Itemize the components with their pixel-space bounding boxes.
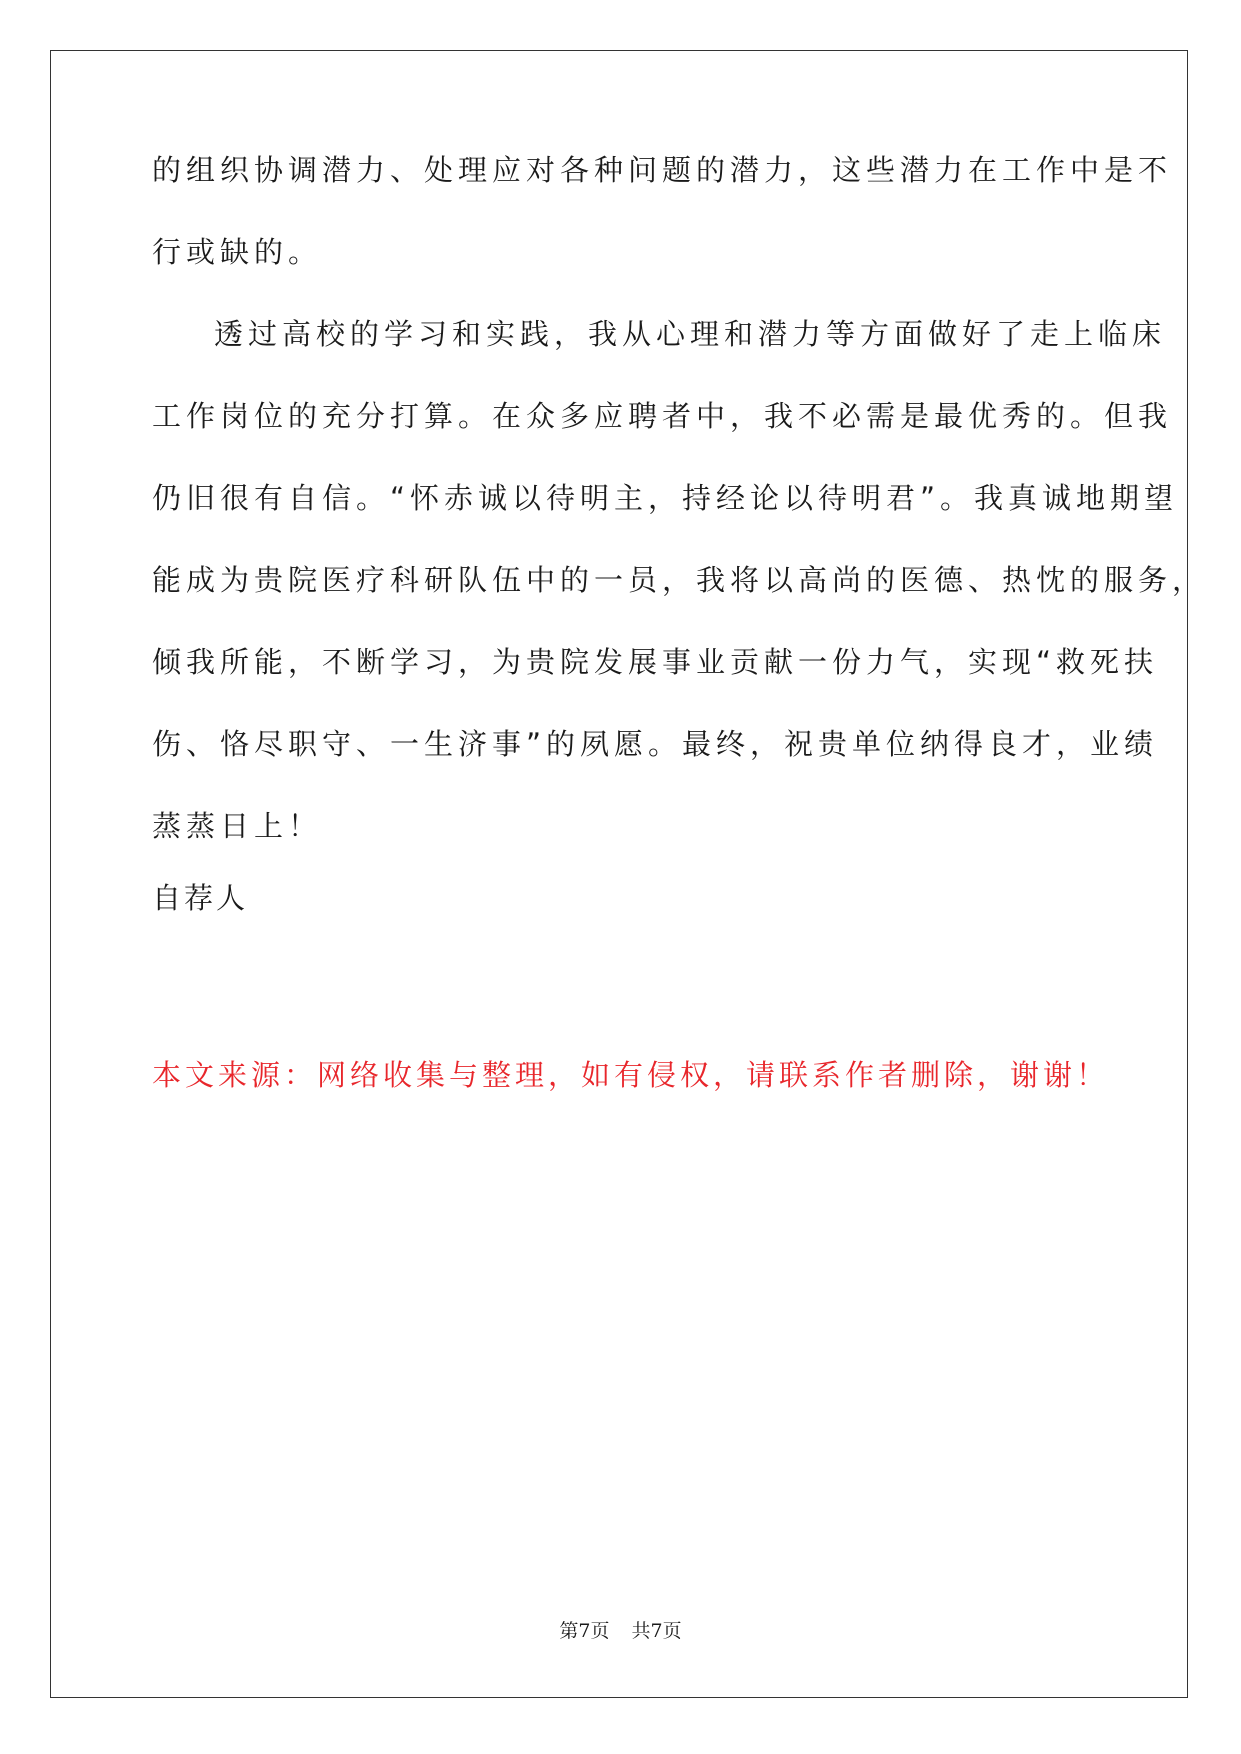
text-line: 倾我所能，不断学习，为贵院发展事业贡献一份力气，实现“救死扶 (152, 645, 1159, 679)
text-line: 蒸蒸日上！ (152, 809, 323, 843)
text-line: 的组织协调潜力、处理应对各种问题的潜力，这些潜力在工作中是不 (152, 153, 1173, 187)
text-line: 透过高校的学习和实践，我从心理和潜力等方面做好了走上临床 (214, 317, 1167, 351)
text-line: 能成为贵院医疗科研队伍中的一员，我将以高尚的医德、热忱的服务， (152, 563, 1207, 597)
page-total: 共7页 (631, 1620, 682, 1642)
signature: 自荐人 (152, 881, 249, 915)
document-body (152, 150, 1207, 960)
text-line: 行或缺的。 (152, 235, 323, 269)
paragraph-1 (152, 150, 1173, 314)
text-line: 伤、恪尽职守、一生济事”的夙愿。最终，祝贵单位纳得良才，业绩 (152, 727, 1159, 761)
text-line: 仍旧很有自信。“怀赤诚以待明主，持经论以待明君”。我真诚地期望 (152, 481, 1179, 515)
page-number: 第7页 (559, 1620, 610, 1642)
source-note: 本文来源：网络收集与整理，如有侵权，请联系作者删除，谢谢！ (152, 1058, 1110, 1092)
page-footer (0, 1616, 1241, 1643)
paragraph-2 (152, 314, 1207, 878)
text-line: 工作岗位的充分打算。在众多应聘者中，我不必需是最优秀的。但我 (152, 399, 1173, 433)
